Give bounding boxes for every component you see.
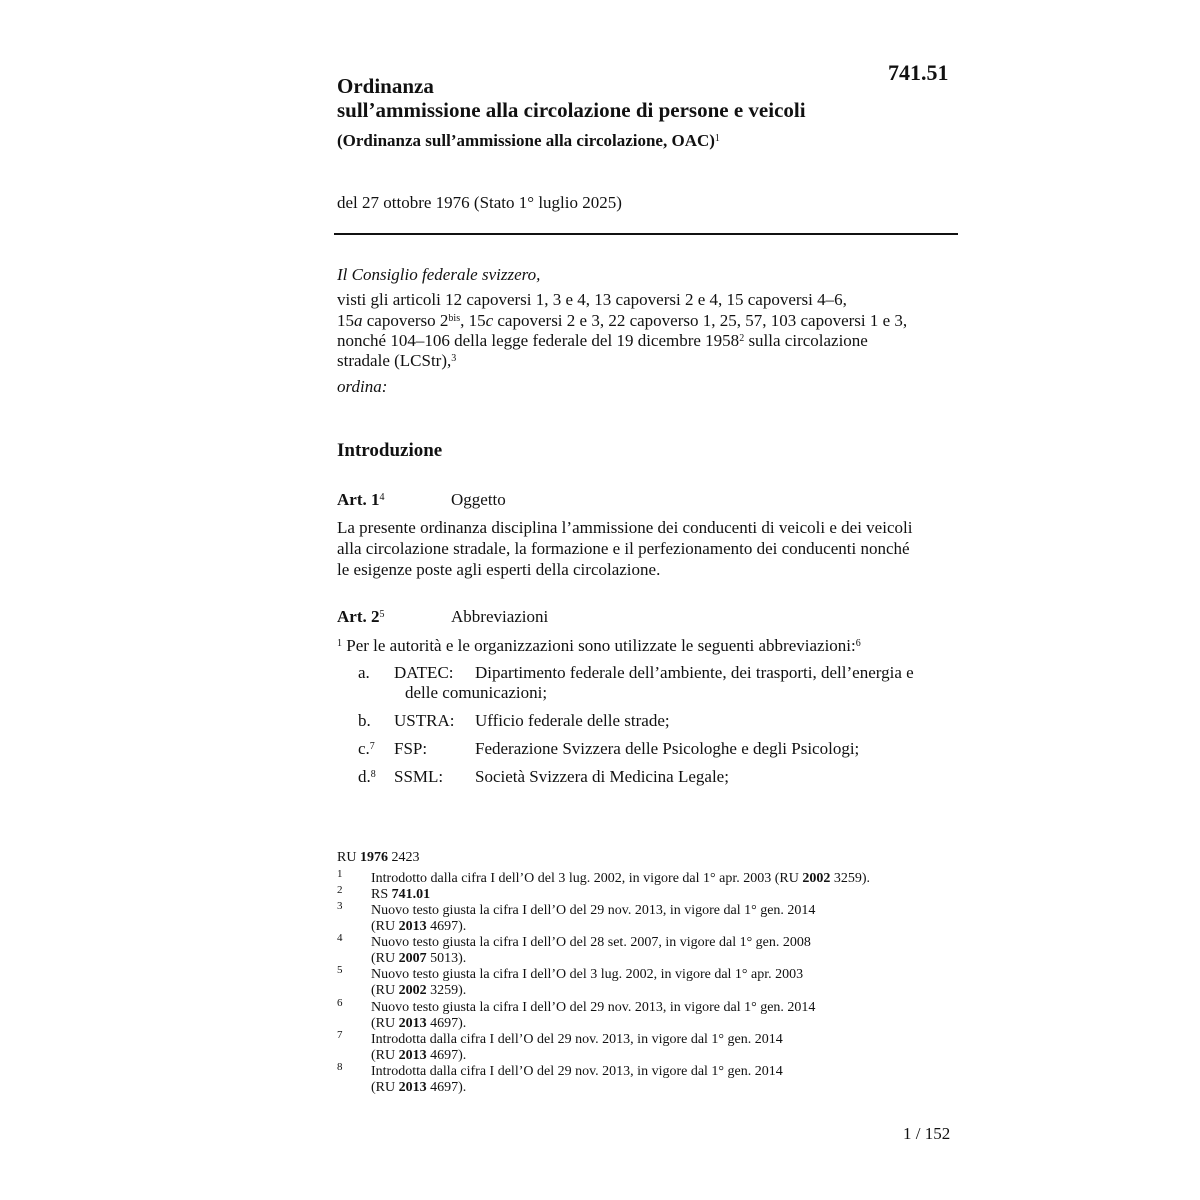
- preamble-frag: a: [354, 311, 363, 330]
- article-label: Art. 1: [337, 490, 380, 509]
- preamble-sup: bis: [448, 313, 461, 324]
- footnote-ref[interactable]: 5: [379, 609, 385, 620]
- preamble-frag: c: [485, 311, 494, 330]
- footnote-ref[interactable]: 3: [451, 353, 457, 364]
- preamble-line: [337, 311, 907, 331]
- footnote-text: [371, 951, 466, 967]
- fn-frag: RS: [371, 887, 392, 902]
- fn-frag: 2007: [398, 951, 427, 966]
- preamble-frag: nonché 104–106 della legge federale del 19 dicembre 1958: [337, 331, 740, 350]
- fn-frag: 2002: [802, 871, 831, 886]
- preamble-frag: capoverso 2: [362, 311, 449, 330]
- title-line2: sull’ammissione alla circolazione di persone e veicoli: [337, 98, 806, 122]
- fn-frag: (RU: [371, 919, 399, 934]
- preamble-line: [337, 331, 868, 351]
- list-abbr: FSP:: [394, 739, 428, 758]
- preamble-frag: stradale (LCStr),: [337, 351, 452, 370]
- footnote-text: Nuovo testo giusta la cifra I dell’O del 29 nov. 2013, in vigore dal 1° gen. 2014: [371, 1000, 816, 1015]
- footnote-ref[interactable]: 8: [370, 769, 376, 780]
- footnote-text: Nuovo testo giusta la cifra I dell’O del 29 nov. 2013, in vigore dal 1° gen. 2014: [371, 903, 816, 918]
- section-heading: Introduzione: [337, 440, 443, 461]
- subtitle: [337, 130, 720, 152]
- fn-frag: Introdotto dalla cifra I dell’O del 3 lug. 2002, in vigore dal 1° apr. 2003 (RU: [371, 871, 803, 886]
- fn-frag: (RU: [371, 951, 399, 966]
- preamble-frag: , 15: [460, 311, 486, 330]
- fn-frag: (RU: [371, 1080, 399, 1095]
- paragraph-number: 1: [337, 638, 342, 649]
- fn-frag: (RU: [371, 1048, 399, 1063]
- ru-frag: RU: [337, 850, 360, 865]
- article-title: Oggetto: [451, 490, 506, 509]
- footnote-text: [371, 1048, 466, 1064]
- fn-frag: 4697).: [426, 919, 467, 934]
- article-1-text: La presente ordinanza disciplina l’ammissione dei conducenti di veicoli e dei veicoli: [337, 518, 913, 537]
- list-def: Dipartimento federale dell’ambiente, dei trasporti, dell’energia e: [475, 663, 914, 682]
- preamble-line: visti gli articoli 12 capoversi 1, 3 e 4, 13 capoversi 2 e 4, 15 capoversi 4–6,: [337, 290, 847, 309]
- header-rule: [334, 233, 958, 235]
- list-letter: a.: [358, 663, 370, 682]
- footnote-text: [371, 1080, 466, 1096]
- preamble-frag: sulla circolazione: [744, 331, 868, 350]
- list-letter-text: c.: [358, 739, 370, 758]
- list-def: delle comunicazioni;: [405, 683, 548, 702]
- subtitle-text: (Ordinanza sull’ammissione alla circolazione, OAC): [337, 131, 715, 150]
- fn-frag: 2013: [398, 1080, 427, 1095]
- preamble-line: [337, 351, 456, 371]
- footnote-text: [371, 1016, 466, 1032]
- page-number: 1 / 152: [903, 1124, 951, 1143]
- footnote-text: [371, 887, 430, 903]
- footnote-ref[interactable]: 2: [739, 333, 745, 344]
- footnote-number: 4: [337, 932, 343, 944]
- preamble-frag: 15: [337, 311, 354, 330]
- list-letter: b.: [358, 711, 371, 730]
- list-letter: [358, 739, 375, 759]
- footnote-text: [371, 919, 466, 935]
- fn-frag: 4697).: [426, 1080, 467, 1095]
- article-2-paragraph: [337, 635, 861, 656]
- fn-frag: 3259).: [426, 983, 467, 998]
- fn-frag: 741.01: [391, 887, 431, 902]
- ru-frag: 1976: [359, 850, 388, 865]
- footnote-number: 3: [337, 900, 343, 912]
- title-line1: Ordinanza: [337, 74, 434, 98]
- footnote-ref[interactable]: 1: [714, 133, 720, 144]
- ru-reference: [337, 850, 419, 866]
- fn-frag: 2013: [398, 919, 427, 934]
- list-abbr: DATEC:: [394, 663, 454, 682]
- preamble-authority: Il Consiglio federale svizzero,: [337, 265, 541, 284]
- enactment-date: del 27 ottobre 1976 (Stato 1° luglio 2025): [337, 193, 622, 212]
- article-label: Art. 2: [337, 607, 380, 626]
- article-2-heading: [337, 607, 549, 627]
- sr-number: 741.51: [888, 60, 949, 85]
- article-1-text: le esigenze poste agli esperti della circolazione.: [337, 560, 661, 579]
- footnote-text: [371, 983, 466, 999]
- fn-frag: 5013).: [426, 951, 467, 966]
- fn-frag: (RU: [371, 1016, 399, 1031]
- article-1-heading: [337, 490, 506, 510]
- footnote-number: 6: [337, 997, 343, 1009]
- footnote-text: Nuovo testo giusta la cifra I dell’O del 3 lug. 2002, in vigore dal 1° apr. 2003: [371, 967, 804, 982]
- footnote-number: 7: [337, 1029, 343, 1041]
- footnote-text: Introdotta dalla cifra I dell’O del 29 nov. 2013, in vigore dal 1° gen. 2014: [371, 1064, 783, 1079]
- fn-frag: 4697).: [426, 1016, 467, 1031]
- fn-frag: 2013: [398, 1016, 427, 1031]
- footnote-ref[interactable]: 4: [379, 492, 385, 503]
- list-letter: [358, 767, 376, 787]
- footnote-text: [371, 871, 870, 887]
- footnote-number: 8: [337, 1061, 343, 1073]
- footnote-ref[interactable]: 7: [369, 741, 375, 752]
- article-title: Abbreviazioni: [451, 607, 549, 626]
- list-abbr: SSML:: [394, 767, 444, 786]
- paragraph-text: Per le autorità e le organizzazioni sono utilizzate le seguenti abbreviazioni:: [342, 636, 856, 655]
- list-def: Federazione Svizzera delle Psicologhe e degli Psicologi;: [475, 739, 860, 758]
- fn-frag: 3259).: [830, 871, 871, 886]
- fn-frag: 2002: [398, 983, 427, 998]
- footnote-number: 5: [337, 964, 343, 976]
- footnote-number: 2: [337, 884, 343, 896]
- preamble-frag: capoversi 2 e 3, 22 capoverso 1, 25, 57, 103 capoversi 1 e 3,: [493, 311, 908, 330]
- footnote-text: Introdotta dalla cifra I dell’O del 29 nov. 2013, in vigore dal 1° gen. 2014: [371, 1032, 783, 1047]
- list-def: Ufficio federale delle strade;: [475, 711, 670, 730]
- ru-frag: 2423: [387, 850, 420, 865]
- footnote-text: Nuovo testo giusta la cifra I dell’O del 28 set. 2007, in vigore dal 1° gen. 2008: [371, 935, 811, 950]
- list-abbr: USTRA:: [394, 711, 455, 730]
- fn-frag: 4697).: [426, 1048, 467, 1063]
- preamble-ordina: ordina:: [337, 377, 388, 396]
- footnote-ref[interactable]: 6: [855, 638, 861, 649]
- fn-frag: 2013: [398, 1048, 427, 1063]
- list-letter-text: d.: [358, 767, 371, 786]
- fn-frag: (RU: [371, 983, 399, 998]
- article-1-text: alla circolazione stradale, la formazione e il perfezionamento dei conducenti nonché: [337, 539, 910, 558]
- footnote-number: 1: [337, 868, 343, 880]
- list-def: Società Svizzera di Medicina Legale;: [475, 767, 729, 786]
